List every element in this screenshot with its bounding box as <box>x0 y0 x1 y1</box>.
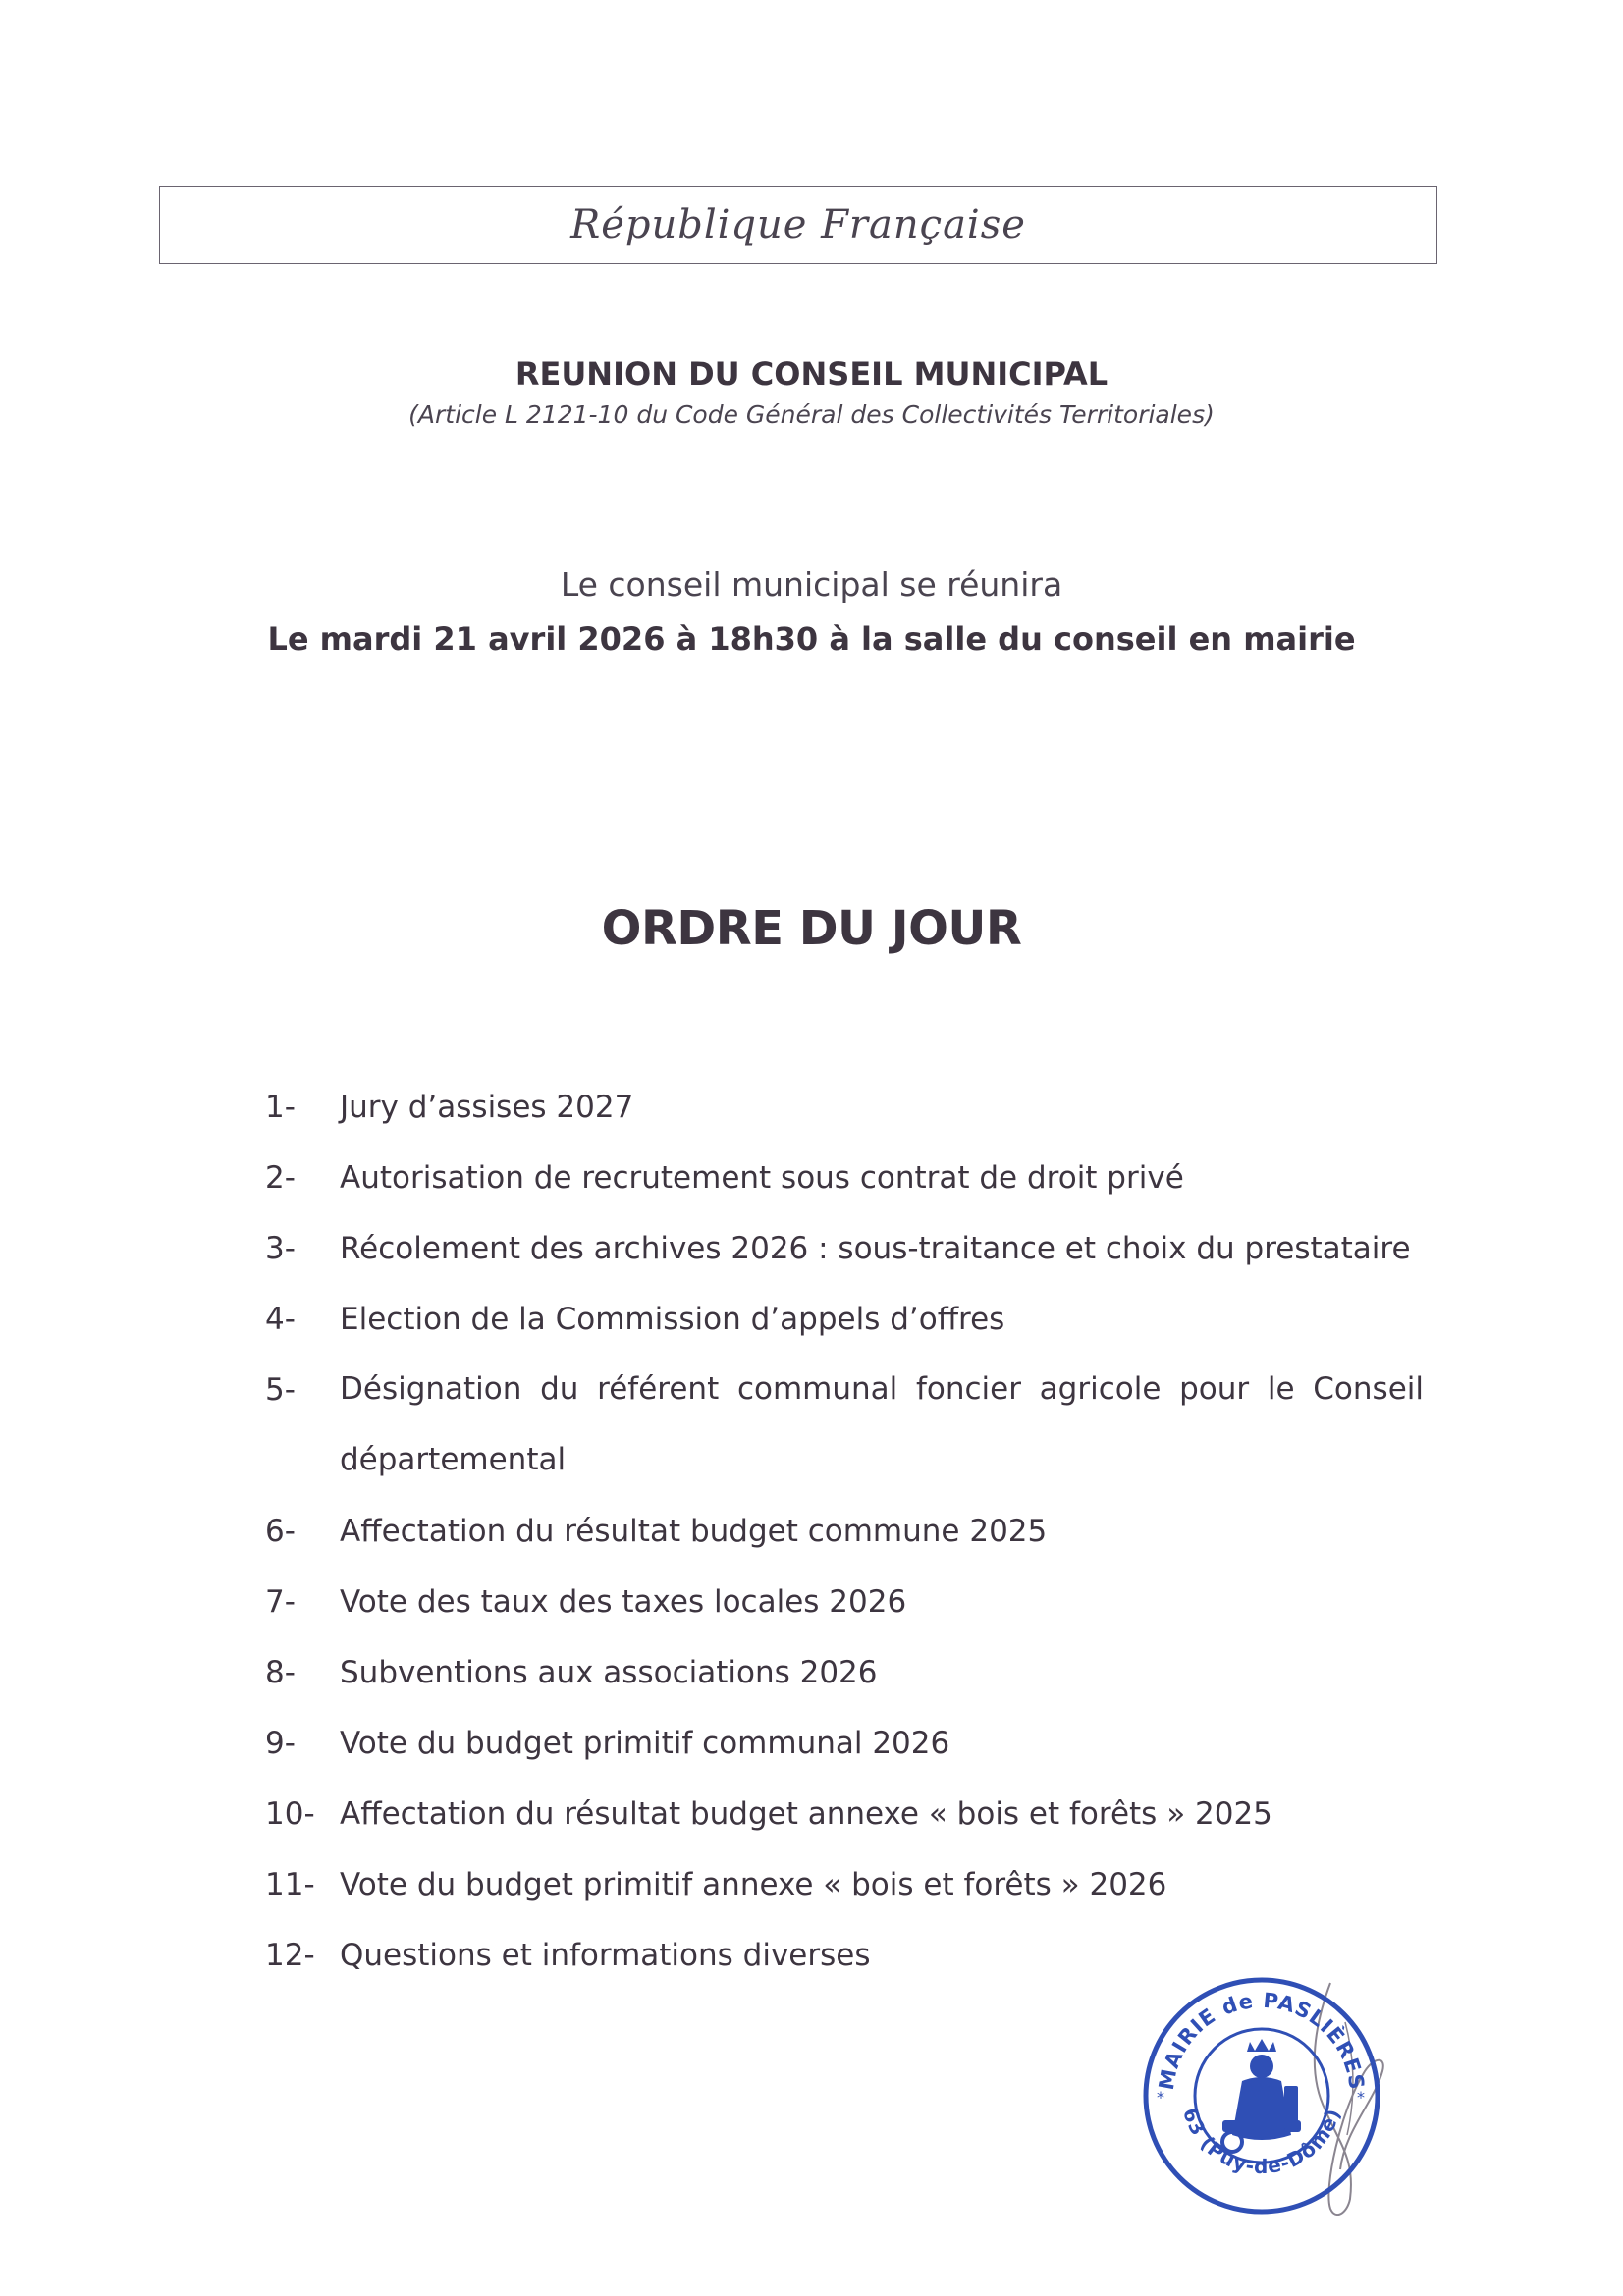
agenda-item-text: Questions et informations diverses <box>340 1938 871 1973</box>
agenda-item-text: Récolement des archives 2026 : sous-traitance et choix du prestataire <box>340 1231 1411 1266</box>
agenda-item-text: Subventions aux associations 2026 <box>340 1655 878 1690</box>
agenda-item-number: 6- <box>265 1514 296 1549</box>
agenda-item-text: Affectation du résultat budget annexe « bois et forêts » 2025 <box>340 1796 1272 1832</box>
stamp-star-right: * <box>1357 2088 1365 2107</box>
agenda-item-number: 5- <box>265 1372 296 1408</box>
agenda-item-number: 7- <box>265 1584 296 1620</box>
agenda-item-number: 11- <box>265 1867 315 1902</box>
meeting-title: REUNION DU CONSEIL MUNICIPAL <box>514 355 1109 393</box>
agenda-item-number: 1- <box>265 1090 296 1125</box>
agenda-title: ORDRE DU JOUR <box>601 901 1022 956</box>
stamp-outer-text: MAIRIE de PASLIÈRES <box>1154 1988 1370 2092</box>
stamp-star-left: * <box>1157 2088 1164 2107</box>
agenda-item-number: 8- <box>265 1655 296 1690</box>
agenda-item-text: Vote du budget primitif annexe « bois et forêts » 2026 <box>340 1867 1167 1902</box>
meeting-date-place: Le mardi 21 avril 2026 à 18h30 à la salle du conseil en mairie <box>267 620 1356 658</box>
agenda-item-number: 3- <box>265 1231 296 1266</box>
agenda-item-text: Election de la Commission d’appels d’offres <box>340 1302 1005 1337</box>
agenda-item-number: 10- <box>265 1796 315 1832</box>
agenda-item-number: 12- <box>265 1938 315 1973</box>
agenda-item-text: Désignation du référent communal foncier agricole pour le Conseil départemental <box>340 1371 1424 1477</box>
stamp-bottom-text: 63 (Puy-de-Dôme) <box>1177 2105 1345 2179</box>
agenda-item-text: Affectation du résultat budget commune 2025 <box>340 1514 1048 1549</box>
agenda-item-text: Vote des taux des taxes locales 2026 <box>340 1584 907 1620</box>
republic-header-text: République Française <box>570 202 1026 247</box>
agenda-item-number: 9- <box>265 1726 296 1761</box>
republic-header-box <box>159 186 1437 264</box>
marianne-seal-icon <box>1222 2039 1301 2152</box>
agenda-item-number: 4- <box>265 1302 296 1337</box>
agenda-item-text: Vote du budget primitif communal 2026 <box>340 1726 950 1761</box>
mairie-stamp <box>1129 1963 1394 2228</box>
agenda-item-text: Autorisation de recrutement sous contrat de droit privé <box>340 1160 1184 1196</box>
legal-reference: (Article L 2121-10 du Code Général des Collectivités Territoriales) <box>408 400 1215 429</box>
agenda-item-text: Jury d’assises 2027 <box>340 1090 634 1125</box>
agenda-item-number: 2- <box>265 1160 296 1196</box>
meeting-intro: Le conseil municipal se réunira <box>560 565 1063 604</box>
